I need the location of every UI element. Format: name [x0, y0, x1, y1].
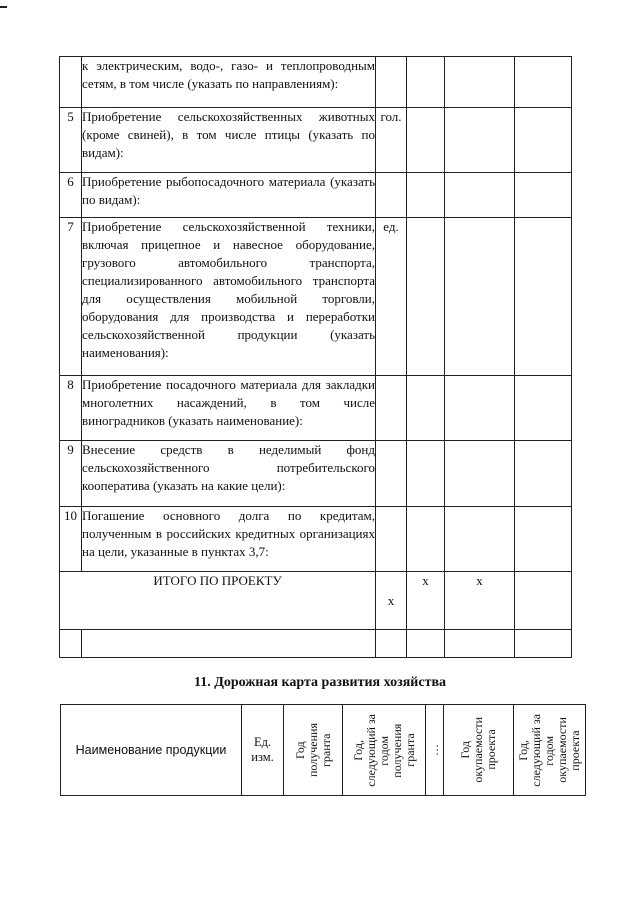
empty-cell: [407, 218, 445, 376]
empty-cell: [445, 57, 515, 108]
total-label: ИТОГО ПО ПРОЕКТУ: [60, 572, 376, 630]
empty-cell: [445, 507, 515, 572]
row-unit: [376, 507, 407, 572]
empty-cell: [407, 108, 445, 173]
after-payback-label: Год, следующий за годом окупаемости проекта: [516, 713, 582, 787]
row-description: Внесение средств в неделимый фонд сельскохозяйственного потребительского кооператива (указать на какие цели):: [82, 441, 376, 507]
payback-year-label: Год окупаемости проекта: [458, 717, 498, 783]
total-mark: х: [445, 572, 515, 630]
row-unit: [376, 441, 407, 507]
next-year-header: [343, 705, 426, 796]
empty-cell: [515, 108, 572, 173]
row-number: 5: [60, 108, 82, 173]
row-number: 7: [60, 218, 82, 376]
empty-cell: [376, 630, 407, 658]
empty-cell: [515, 572, 572, 630]
empty-cell: [445, 218, 515, 376]
investment-table: [59, 56, 572, 658]
unit-header: Ед. изм.: [242, 705, 284, 796]
table-row: [60, 218, 572, 376]
empty-cell: [407, 173, 445, 218]
total-mark: х: [407, 572, 445, 630]
empty-cell: [445, 376, 515, 441]
empty-cell: [445, 173, 515, 218]
empty-cell: [407, 376, 445, 441]
section-title: 11. Дорожная карта развития хозяйства: [193, 675, 447, 690]
empty-cell: [515, 57, 572, 108]
empty-cell: [515, 218, 572, 376]
empty-row: [60, 630, 572, 658]
empty-cell: [445, 108, 515, 173]
row-description: Приобретение рыбопосадочного материала (указать по видам):: [82, 173, 376, 218]
empty-cell: [445, 441, 515, 507]
row-description: к электрическим, водо-, газо- и теплопроводным сетям, в том числе (указать по направлениям):: [82, 57, 376, 108]
table-row: [60, 507, 572, 572]
row-description: Приобретение сельскохозяйственной техники, включая прицепное и навесное оборудование, грузового автомобильного транспорта, специализированного автомобильного транспорта для осуществления мобильной торговли, оборудования для производства и переработки сельскохозяйственной продукции (указать наименования):: [82, 218, 376, 376]
row-unit: гол.: [376, 108, 407, 173]
table-row: [60, 57, 572, 108]
row-unit: [376, 57, 407, 108]
row-number: 9: [60, 441, 82, 507]
grant-year-header: [284, 705, 343, 796]
product-name-header: Наименование продукции: [61, 705, 242, 796]
empty-cell: [407, 630, 445, 658]
empty-cell: [407, 57, 445, 108]
row-number: 8: [60, 376, 82, 441]
empty-cell: [515, 173, 572, 218]
row-number: 10: [60, 507, 82, 572]
row-unit: [376, 376, 407, 441]
row-number: [60, 57, 82, 108]
row-description: Погашение основного долга по кредитам, полученным в российских кредитных организациях на цели, указанные в пунктах 3,7:: [82, 507, 376, 572]
row-description: Приобретение посадочного материала для закладки многолетних насаждений, в том числе виноградников (указать наименование):: [82, 376, 376, 441]
table-row: [60, 376, 572, 441]
ellipsis-label: …: [427, 744, 441, 756]
empty-cell: [515, 630, 572, 658]
row-number: 6: [60, 173, 82, 218]
empty-cell: [407, 507, 445, 572]
grant-year-label: Год получения гранта: [292, 723, 333, 777]
empty-cell: [60, 630, 82, 658]
table-row: [60, 173, 572, 218]
empty-cell: [445, 630, 515, 658]
ellipsis-header: [426, 705, 444, 796]
next-year-label: Год, следующий за годом получения гранта: [350, 713, 417, 787]
row-unit: [376, 173, 407, 218]
table-row: [60, 108, 572, 173]
roadmap-header-row: [61, 705, 586, 796]
corner-mark: [0, 6, 7, 8]
empty-cell: [407, 441, 445, 507]
after-payback-header: [514, 705, 586, 796]
empty-cell: [515, 441, 572, 507]
empty-cell: [515, 507, 572, 572]
row-unit: ед.: [376, 218, 407, 376]
row-description: Приобретение сельскохозяйственных животных (кроме свиней), в том числе птицы (указать по видам):: [82, 108, 376, 173]
payback-year-header: [444, 705, 514, 796]
total-row: [60, 572, 572, 630]
total-mark: х: [376, 572, 407, 630]
table-row: [60, 441, 572, 507]
empty-cell: [82, 630, 376, 658]
empty-cell: [515, 376, 572, 441]
roadmap-table: [60, 704, 586, 796]
